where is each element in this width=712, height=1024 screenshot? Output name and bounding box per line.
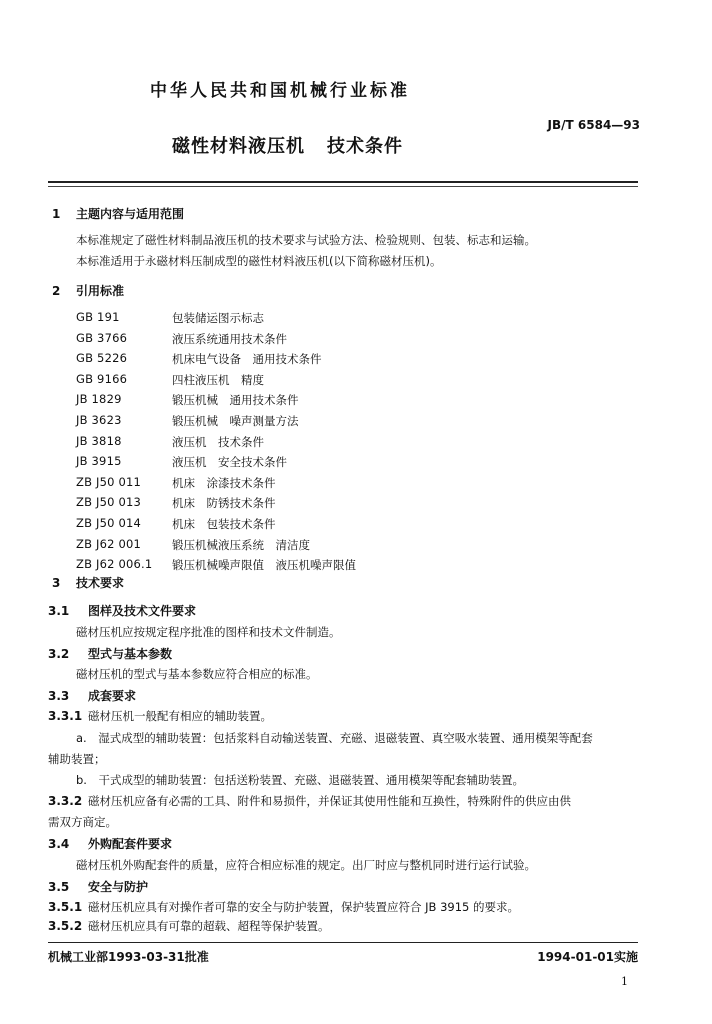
subsection-3-1-heading: 3.1 图样及技术文件要求 [48,604,197,618]
reference-title: 锻压机械 通用技术条件 [172,393,299,408]
reference-code: ZB J50 014 [76,516,142,530]
subsection-3-5-heading: 3.5 安全与防护 [48,880,149,894]
reference-code: GB 3766 [76,330,128,345]
section-title: 主题内容与适用范围 [76,207,185,221]
reference-code: JB 3818 [76,433,122,448]
section-1-heading [52,205,184,222]
subsection-3-1-text: 磁材压机应按规定程序批准的图样和技术文件制造。 [76,625,341,639]
item-a-line-1: a. 湿式成型的辅助装置：包括浆料自动输送装置、充磁、退磁装置、真空吸水装置、通用模架等配套 [76,731,593,745]
section-title: 技术要求 [76,576,125,590]
issuing-organization: 中华人民共和国机械行业标准 [150,81,410,101]
reference-title: 液压机 技术条件 [172,434,264,449]
reference-title: 机床电气设备 通用技术条件 [172,352,322,367]
section-number: 2 [52,284,61,298]
section-1-paragraph-2: 本标准适用于永磁材料压制成型的磁性材料液压机(以下简称磁材压机)。 [76,254,442,268]
section-title: 引用标准 [76,284,125,298]
subsection-3-4-heading: 3.4 外购配套件要求 [48,837,173,851]
reference-code: GB 5226 [76,351,128,366]
section-number: 1 [52,207,61,221]
reference-title: 锻压机械 噪声测量方法 [172,414,299,428]
reference-title: 机床 防锈技术条件 [172,496,276,511]
reference-code: ZB J62 001 [76,536,142,551]
subsection-3-3-1: 3.3.1 磁材压机一般配有相应的辅助装置。 [48,709,272,723]
reference-code: ZB J62 006.1 [76,557,153,572]
reference-title: 机床 包装技术条件 [172,517,276,531]
item-a-line-2: 辅助装置； [48,752,106,766]
reference-code: GB 191 [76,310,120,324]
reference-title: 液压机 安全技术条件 [172,455,287,470]
reference-title: 四柱液压机 精度 [172,372,264,387]
section-1-paragraph-1: 本标准规定了磁性材料制品液压机的技术要求与试验方法、检验规则、包装、标志和运输。 [76,233,536,247]
reference-code: JB 3623 [76,413,122,427]
document-title [172,132,403,158]
subsection-3-5-1: 3.5.1 磁材压机应具有对操作者可靠的安全与防护装置，保护装置应符合 JB 3915 的要求。 [48,900,520,914]
reference-title: 液压系统通用技术条件 [172,331,287,346]
subsection-3-5-2: 3.5.2 磁材压机应具有可靠的超载、超程等保护装置。 [48,919,330,933]
reference-code: ZB J50 011 [76,474,142,489]
reference-title: 锻压机械液压系统 清洁度 [172,537,310,552]
standard-code: JB/T 6584—93 [547,118,640,132]
header-rule-thick [48,181,638,183]
subsection-3-4-text: 磁材压机外购配套件的质量，应符合相应标准的规定。出厂时应与整机同时进行运行试验。 [76,858,536,872]
reference-code: JB 3915 [76,454,122,469]
reference-code: GB 9166 [76,371,128,386]
reference-title: 机床 涂漆技术条件 [172,475,276,490]
subsection-3-3-2: 3.3.2 磁材压机应备有必需的工具、附件和易损件，并保证其使用性能和互换性，特殊附件的供应由供 [48,794,571,808]
section-2-heading [52,282,124,299]
reference-title: 包装储运图示标志 [172,311,264,325]
subsection-3-3-heading: 3.3 成套要求 [48,689,137,703]
effective-date: 1994-01-01实施 [537,950,638,964]
reference-title: 锻压机械噪声限值 液压机噪声限值 [172,558,356,573]
subsection-3-3-2-line-2: 需双方商定。 [48,815,117,829]
footer-rule [48,942,638,943]
title-part-2: 技术条件 [327,136,403,157]
header-rule-thin [48,186,638,187]
subsection-3-2-text: 磁材压机的型式与基本参数应符合相应的标准。 [76,667,318,681]
page-number: 1 [621,975,628,988]
item-b: b. 干式成型的辅助装置：包括送粉装置、充磁、退磁装置、通用模架等配套辅助装置。 [76,773,524,787]
section-number: 3 [52,576,61,590]
reference-code: ZB J50 013 [76,495,142,510]
reference-code: JB 1829 [76,392,122,407]
section-3-heading [52,574,124,591]
title-part-1: 磁性材料液压机 [172,136,305,157]
approval-date: 机械工业部1993-03-31批准 [48,950,209,964]
subsection-3-2-heading: 3.2 型式与基本参数 [48,647,173,661]
